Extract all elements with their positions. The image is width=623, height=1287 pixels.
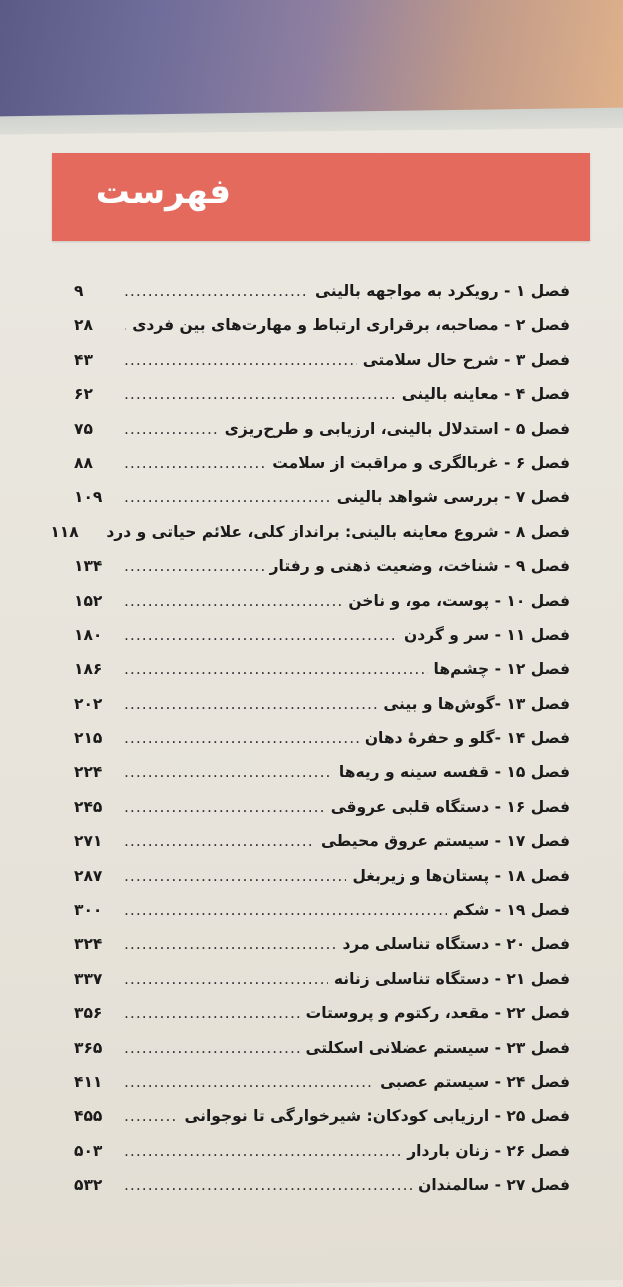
toc-dot-leader: [124, 729, 359, 747]
table-of-contents: [50, 282, 570, 1211]
toc-entry: [74, 970, 570, 1004]
toc-entry-page: ۳۶۵: [74, 1038, 103, 1057]
toc-dot-leader: [124, 351, 357, 369]
toc-header-title: فهرست: [95, 172, 231, 212]
toc-dot-leader: [124, 454, 266, 472]
toc-entry-page: ۳۵۶: [74, 1004, 103, 1023]
toc-dot-leader: [124, 832, 315, 850]
toc-entry-page: ۱۸۶: [74, 660, 103, 679]
toc-entry-page: ۳۳۷: [74, 969, 103, 988]
toc-entry: [74, 695, 570, 729]
toc-entry-title: فصل ۲۰ - دستگاه تناسلی مرد: [342, 935, 570, 954]
toc-dot-leader: [124, 901, 447, 919]
toc-entry-page: ۱۵۲: [74, 591, 103, 610]
toc-entry-page: ۸۸: [74, 453, 93, 472]
toc-entry-page: ۲۴۵: [74, 797, 103, 816]
toc-dot-leader: [124, 420, 219, 438]
toc-entry-title: فصل ۵ - استدلال بالینی، ارزیابی و طرح‌ریزی: [224, 419, 570, 438]
toc-entry: [50, 522, 570, 557]
toc-entry: [74, 729, 570, 763]
toc-entry-page: ۱۰۹: [74, 488, 103, 507]
toc-dot-leader: [124, 1004, 300, 1022]
toc-entry: [74, 1176, 570, 1210]
toc-entry-page: ۴۵۵: [74, 1107, 103, 1126]
toc-entry-page: ۵۳۲: [74, 1176, 103, 1195]
toc-entry-title: فصل ۱۴ -گلو و حفرهٔ دهان: [364, 729, 570, 748]
toc-entry-title: فصل ۱۳ -گوش‌ها و بینی: [383, 694, 570, 713]
toc-entry-page: ۱۳۴: [74, 557, 103, 576]
toc-entry: [74, 488, 570, 522]
toc-entry: [74, 660, 570, 694]
toc-entry-page: ۵۰۳: [74, 1141, 103, 1160]
toc-entry-page: ۹: [74, 282, 84, 300]
toc-entry-title: فصل ۲۶ - زنان باردار: [407, 1141, 570, 1160]
toc-entry: [74, 867, 570, 901]
toc-dot-leader: [124, 935, 336, 953]
toc-entry: [74, 385, 570, 419]
toc-entry: [74, 420, 570, 454]
toc-dot-leader: [124, 557, 264, 575]
toc-entry-title: فصل ۱۰ - پوست، مو، و ناخن: [348, 591, 570, 610]
toc-entry: [74, 351, 570, 385]
toc-entry: [74, 1039, 570, 1073]
toc-entry-title: فصل ۱ - رویکرد به مواجهه بالینی: [315, 282, 570, 300]
toc-dot-leader: [124, 488, 331, 506]
toc-dot-leader: [124, 763, 333, 781]
toc-entry: [74, 1107, 570, 1141]
toc-dot-leader: [124, 1176, 412, 1194]
toc-entry-title: فصل ۶ - غربالگری و مراقبت از سلامت: [272, 453, 570, 472]
toc-entry-page: ۲۸۷: [74, 866, 103, 885]
toc-dot-leader: [124, 970, 328, 988]
toc-entry-page: ۲۸: [74, 316, 93, 335]
toc-entry: [74, 832, 570, 866]
toc-entry-page: ۶۲: [74, 385, 93, 404]
toc-entry-title: فصل ۱۸ - پستان‌ها و زیربغل: [352, 866, 570, 885]
toc-entry-page: ۴۳: [74, 350, 93, 369]
toc-entry: [74, 592, 570, 626]
toc-entry-title: فصل ۱۲ - چشم‌ها: [433, 660, 570, 679]
toc-entry: [74, 282, 570, 316]
toc-dot-leader: [124, 592, 342, 610]
toc-dot-leader: [124, 695, 377, 713]
toc-entry-title: فصل ۸ - شروع معاینه بالینی: برانداز کلی، علائم حیاتی و درد: [106, 522, 570, 541]
toc-entry-title: فصل ۲۴ - سیستم عصبی: [380, 1072, 570, 1091]
toc-entry: [74, 935, 570, 969]
toc-entry-title: فصل ۹ - شناخت، وضعیت ذهنی و رفتار: [269, 557, 570, 576]
toc-entry-title: فصل ۱۹ - شکم: [452, 901, 570, 920]
toc-entry: [74, 1004, 570, 1038]
toc-entry-title: فصل ۲۵ - ارزیابی کودکان: شیرخوارگی تا نوجوانی: [184, 1107, 570, 1126]
toc-entry-title: فصل ۱۷ - سیستم عروق محیطی: [320, 832, 570, 851]
toc-entry-page: ۲۰۲: [74, 694, 103, 713]
toc-entry-title: فصل ۴ - معاینه بالینی: [401, 385, 570, 404]
toc-entry-title: فصل ۷ - بررسی شواهد بالینی: [336, 488, 570, 507]
toc-dot-leader: [124, 1142, 401, 1160]
toc-entry-page: ۲۱۵: [74, 729, 103, 748]
toc-entry: [74, 316, 570, 350]
toc-dot-leader: [124, 316, 126, 334]
toc-entry-page: ۲۷۱: [74, 832, 103, 851]
toc-entry-title: فصل ۱۵ - قفسه سینه و ریه‌ها: [338, 763, 570, 782]
toc-entry-page: ۳۲۴: [74, 935, 103, 954]
toc-entry-title: فصل ۳ - شرح حال سلامتی: [362, 350, 570, 369]
toc-entry-page: ۲۲۴: [74, 763, 103, 782]
toc-entry: [74, 798, 570, 832]
toc-entry-page: ۳۰۰: [74, 901, 103, 920]
toc-entry-page: ۱۱۸: [50, 522, 79, 541]
toc-dot-leader: [124, 1039, 300, 1057]
toc-entry: [74, 454, 570, 488]
toc-entry-title: فصل ۲ - مصاحبه، برقراری ارتباط و مهارت‌های بین فردی: [132, 316, 570, 335]
toc-entry: [74, 557, 570, 591]
toc-dot-leader: [124, 282, 309, 300]
toc-entry: [74, 763, 570, 797]
toc-entry-page: ۷۵: [74, 419, 93, 438]
toc-dot-leader: [124, 385, 396, 403]
toc-entry-title: فصل ۱۱ - سر و گردن: [404, 625, 570, 644]
toc-entry-page: ۱۸۰: [74, 625, 103, 644]
toc-entry: [74, 1073, 570, 1107]
toc-entry-page: ۴۱۱: [74, 1072, 103, 1091]
toc-entry-title: فصل ۲۱ - دستگاه تناسلی زنانه: [333, 969, 570, 988]
toc-entry-title: فصل ۲۳ - سیستم عضلانی اسکلتی: [305, 1038, 570, 1057]
toc-entry: [74, 626, 570, 660]
toc-dot-leader: [124, 1073, 374, 1091]
toc-dot-leader: [124, 1107, 178, 1125]
toc-dot-leader: [124, 867, 346, 885]
toc-entry-title: فصل ۱۶ - دستگاه قلبی عروقی: [330, 797, 570, 816]
toc-dot-leader: [124, 660, 428, 678]
toc-entry-title: فصل ۲۷ - سالمندان: [418, 1176, 570, 1195]
toc-entry: [74, 901, 570, 935]
toc-entry: [74, 1142, 570, 1176]
toc-dot-leader: [124, 798, 325, 816]
toc-dot-leader: [124, 626, 398, 644]
toc-entry-title: فصل ۲۲ - مقعد، رکتوم و پروستات: [305, 1004, 570, 1023]
